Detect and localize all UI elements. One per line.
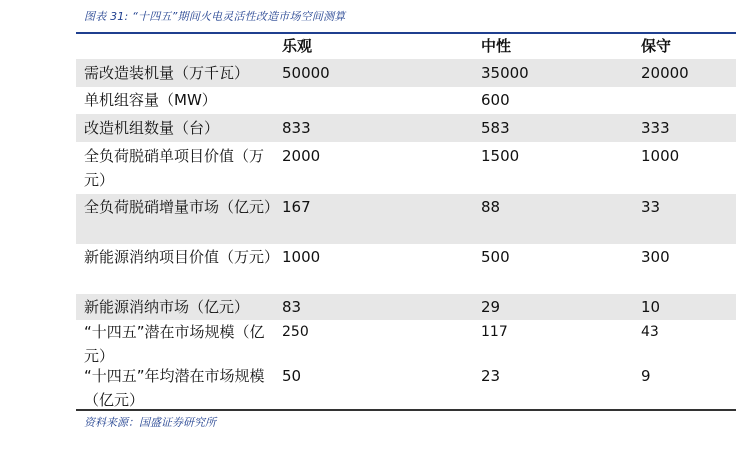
cell-conservative: 33 (641, 198, 661, 216)
cell-optimistic: 250 (282, 324, 309, 340)
row-label: “十四五”潜在市场规模（亿元） (84, 323, 265, 365)
table-header-row (76, 34, 736, 59)
cell-optimistic: 50 (282, 367, 302, 385)
header-optimistic: 乐观 (282, 37, 313, 55)
cell-neutral: 23 (481, 367, 501, 385)
row-label: 全负荷脱硝增量市场（亿元） (84, 198, 280, 216)
table-row (76, 294, 736, 320)
row-label: “十四五”年均潜在市场规模（亿元） (84, 367, 265, 409)
table-row (76, 142, 736, 194)
table-row (76, 87, 736, 114)
cell-neutral: 35000 (481, 64, 529, 82)
table-row (76, 244, 736, 294)
bottom-rule (76, 409, 736, 411)
row-label: 新能源消纳市场（亿元） (84, 298, 250, 316)
row-label: 单机组容量（MW） (84, 91, 217, 109)
cell-conservative: 300 (641, 248, 670, 266)
cell-conservative: 9 (641, 367, 651, 385)
cell-conservative: 10 (641, 298, 661, 316)
cell-conservative: 20000 (641, 64, 689, 82)
cell-conservative: 43 (641, 324, 659, 340)
cell-neutral: 29 (481, 298, 501, 316)
cell-conservative: 1000 (641, 147, 680, 165)
header-neutral: 中性 (481, 37, 512, 55)
cell-optimistic: 50000 (282, 64, 330, 82)
cell-neutral: 117 (481, 324, 508, 340)
cell-neutral: 1500 (481, 147, 520, 165)
table-row (76, 194, 736, 244)
cell-optimistic: 833 (282, 119, 311, 137)
table-row (76, 368, 736, 408)
table-row (76, 59, 736, 87)
cell-neutral: 583 (481, 119, 510, 137)
cell-optimistic: 167 (282, 198, 311, 216)
table-caption: 图表 31: “十四五”期间火电灵活性改造市场空间测算 (84, 10, 346, 23)
row-label: 改造机组数量（台） (84, 119, 220, 137)
cell-neutral: 88 (481, 198, 501, 216)
header-conservative: 保守 (641, 37, 672, 55)
market-space-table (76, 34, 736, 408)
cell-optimistic: 83 (282, 298, 302, 316)
table-row (76, 320, 736, 368)
cell-neutral: 600 (481, 91, 510, 109)
cell-optimistic: 2000 (282, 147, 321, 165)
cell-optimistic: 1000 (282, 248, 321, 266)
source-note: 资料来源：国盛证券研究所 (84, 416, 216, 429)
cell-neutral: 500 (481, 248, 510, 266)
cell-conservative: 333 (641, 119, 670, 137)
row-label: 需改造装机量（万千瓦） (84, 64, 250, 82)
row-label: 全负荷脱硝单项目价值（万元） (84, 147, 265, 189)
table-row (76, 114, 736, 142)
row-label: 新能源消纳项目价值（万元） (84, 248, 280, 266)
